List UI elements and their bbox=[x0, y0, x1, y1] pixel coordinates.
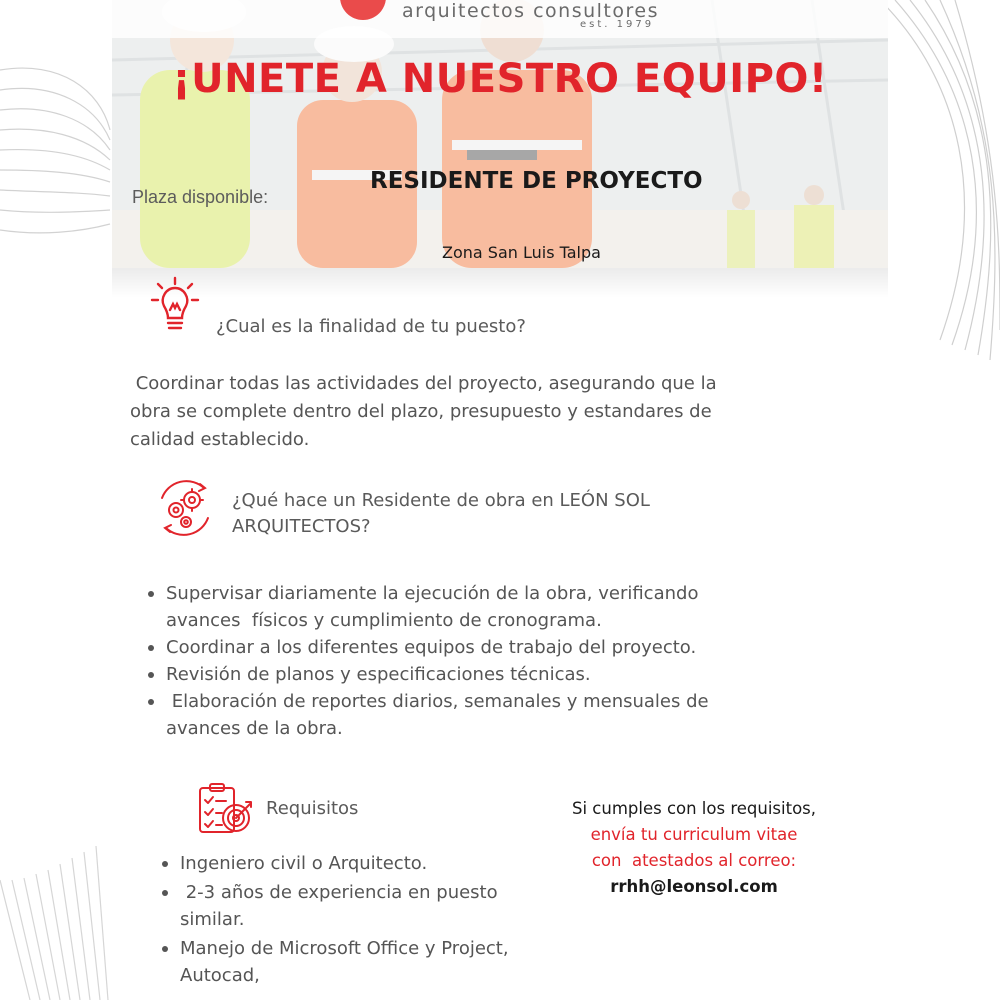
purpose-answer bbox=[130, 370, 830, 454]
lightbulb-icon bbox=[150, 276, 200, 336]
company-logo-est: est. 1979 bbox=[580, 19, 655, 30]
position-title: RESIDENTE DE PROYECTO bbox=[370, 168, 703, 194]
list-item: Coordinar a los diferentes equipos de trabajo del proyecto. bbox=[146, 634, 826, 661]
purpose-answer-line: obra se complete dentro del plazo, presupuesto y estandares de bbox=[130, 401, 712, 422]
list-item: Manejo de Microsoft Office y Project, Autocad, bbox=[160, 935, 560, 989]
requirements-title: Requisitos bbox=[266, 798, 359, 819]
plaza-label: Plaza disponible: bbox=[132, 187, 269, 207]
purpose-answer-line: calidad establecido. bbox=[130, 429, 310, 450]
company-logo-text: arquitectos consultores bbox=[402, 0, 659, 22]
cta-line: envía tu curriculum vitae bbox=[590, 825, 798, 844]
application-cta bbox=[536, 796, 852, 900]
gears-icon bbox=[152, 478, 218, 538]
list-item: 2-3 años de experiencia en puesto similar. bbox=[160, 879, 560, 933]
contact-email-link[interactable]: rrhh@leonsol.com bbox=[610, 877, 778, 896]
list-item: Elaboración de reportes diarios, semanales y mensuales de avances de la obra. bbox=[146, 688, 826, 742]
cta-line: con atestados al correo: bbox=[591, 851, 797, 870]
requirements-list bbox=[160, 850, 560, 989]
list-item: Supervisar diariamente la ejecución de la obra, verificando avances físicos y cumplimiento de cronograma. bbox=[146, 580, 826, 634]
duties-question-line: ARQUITECTOS? bbox=[232, 516, 371, 537]
list-item: Ingeniero civil o Arquitecto. bbox=[160, 850, 560, 877]
page-headline: ¡UNETE A NUESTRO EQUIPO! bbox=[172, 56, 828, 102]
purpose-question: ¿Cual es la finalidad de tu puesto? bbox=[216, 316, 526, 337]
duties-list bbox=[146, 580, 826, 742]
banner-shadow bbox=[112, 268, 888, 298]
list-item: Revisión de planos y especificaciones técnicas. bbox=[146, 661, 826, 688]
cta-line: Si cumples con los requisitos, bbox=[571, 799, 817, 818]
duties-question-line: ¿Qué hace un Residente de obra en LEÓN SOL bbox=[232, 490, 650, 511]
checklist-target-icon bbox=[196, 780, 254, 838]
purpose-answer-line: Coordinar todas las actividades del proyecto, asegurando que la bbox=[130, 373, 717, 394]
zone-label: Zona San Luis Talpa bbox=[442, 243, 601, 262]
duties-question bbox=[232, 488, 650, 540]
header-banner bbox=[112, 0, 888, 268]
